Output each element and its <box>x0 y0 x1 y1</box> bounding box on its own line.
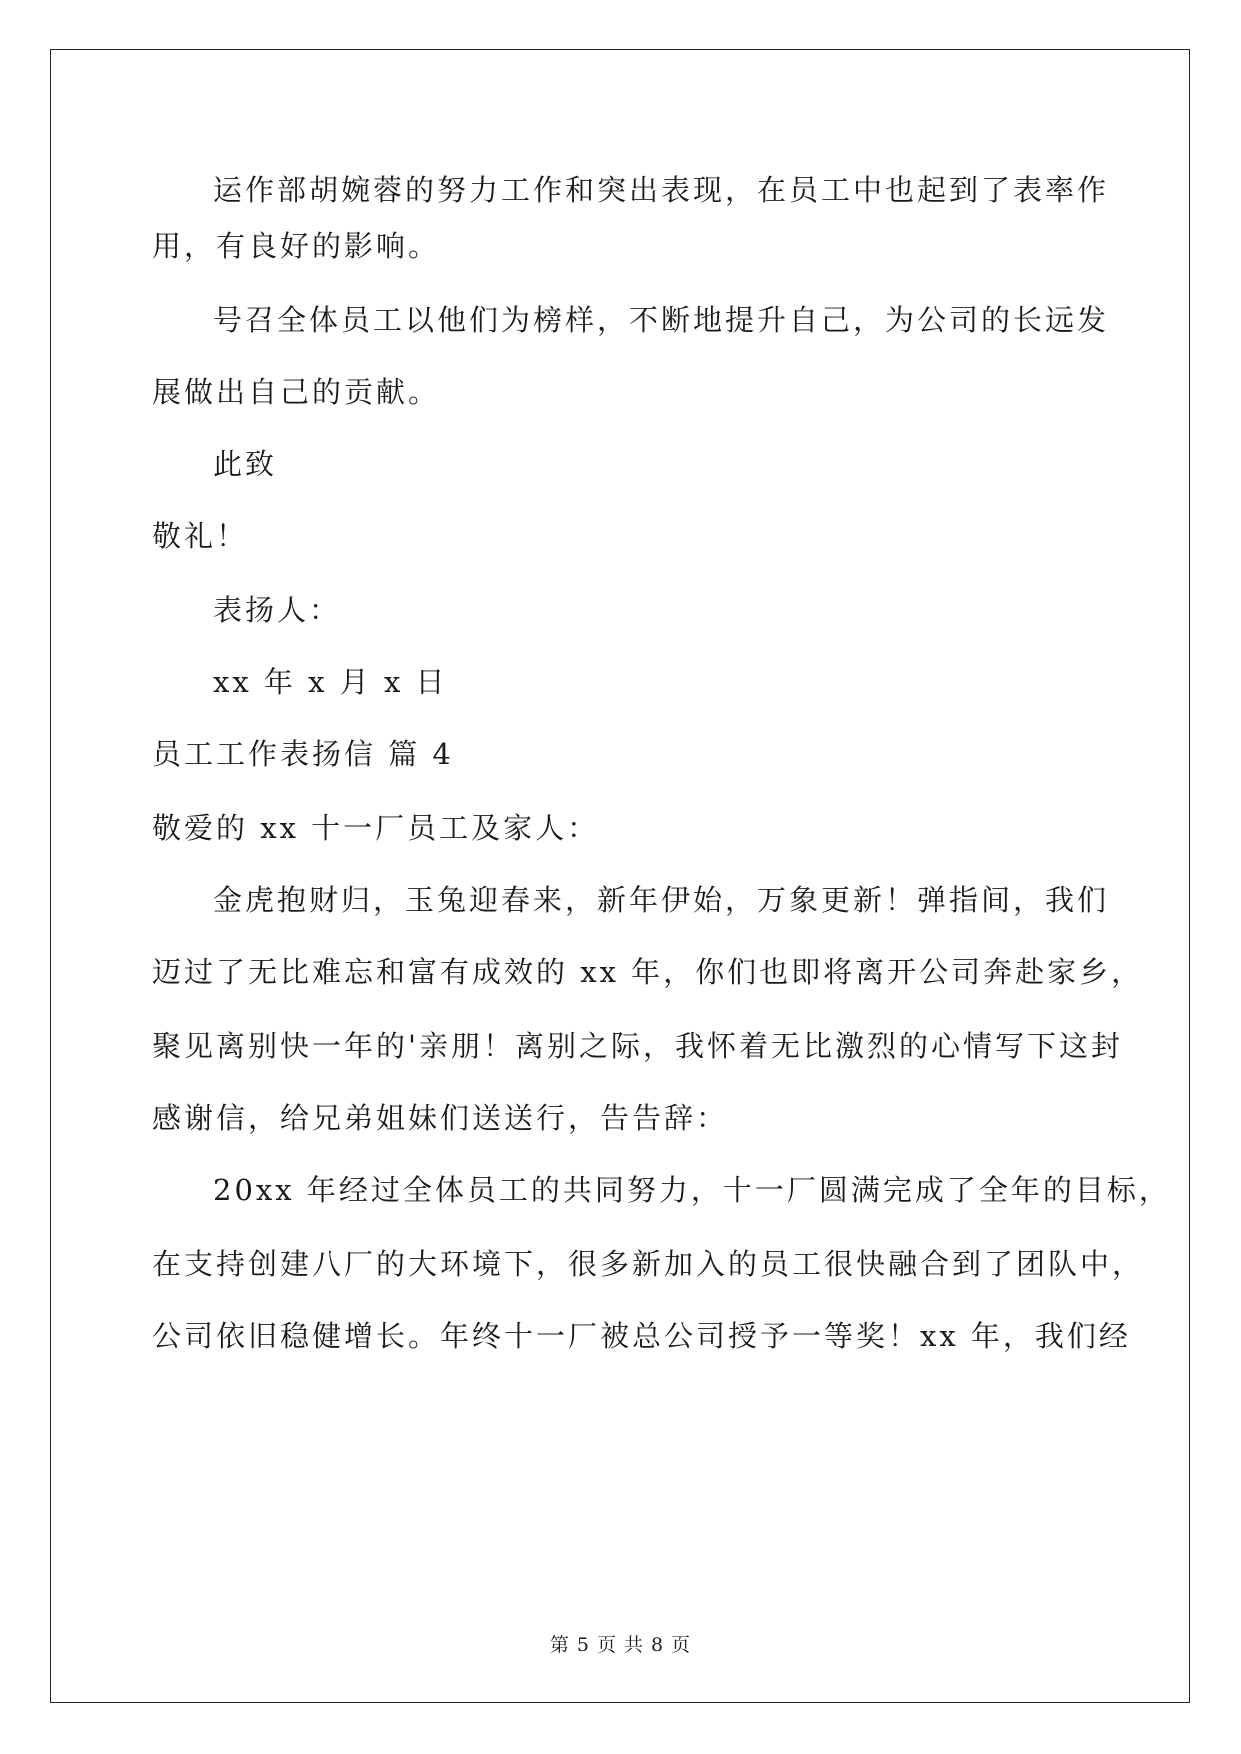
body-text-line: 公司依旧稳健增长。年终十一厂被总公司授予一等奖！xx 年，我们经 <box>152 1319 1131 1353</box>
page-border <box>50 49 1190 1703</box>
body-text-line: 金虎抱财归，玉兔迎春来，新年伊始，万象更新！弹指间，我们 <box>213 883 1110 917</box>
body-text-line: 展做出自己的贡献。 <box>152 375 441 409</box>
body-text-line: 用，有良好的影响。 <box>152 229 441 263</box>
salutation-regards: 敬礼！ <box>152 519 249 553</box>
signer-label: 表扬人： <box>213 593 342 627</box>
body-text-line: 感谢信，给兄弟姐妹们送送行，告告辞： <box>152 1101 729 1135</box>
date-line: xx 年 x 月 x 日 <box>213 665 448 699</box>
page-number-footer: 第 5 页 共 8 页 <box>549 1634 692 1656</box>
salutation-closing: 此致 <box>213 447 278 481</box>
body-text-line: 聚见离别快一年的'亲朋！离别之际，我怀着无比激烈的心情写下这封 <box>152 1029 1123 1063</box>
body-text-line: 迈过了无比难忘和富有成效的 xx 年，你们也即将离开公司奔赴家乡， <box>152 955 1144 989</box>
body-text-line: 运作部胡婉蓉的努力工作和突出表现，在员工中也起到了表率作 <box>213 173 1110 207</box>
body-text-line: 20xx 年经过全体员工的共同努力，十一厂圆满完成了全年的目标， <box>213 1173 1171 1207</box>
section-heading: 员工工作表扬信 篇 4 <box>152 737 454 771</box>
body-text-line: 号召全体员工以他们为榜样，不断地提升自己，为公司的长远发 <box>213 303 1110 337</box>
letter-greeting: 敬爱的 xx 十一厂员工及家人： <box>152 811 600 845</box>
body-text-line: 在支持创建八厂的大环境下，很多新加入的员工很快融合到了团队中， <box>152 1247 1145 1281</box>
